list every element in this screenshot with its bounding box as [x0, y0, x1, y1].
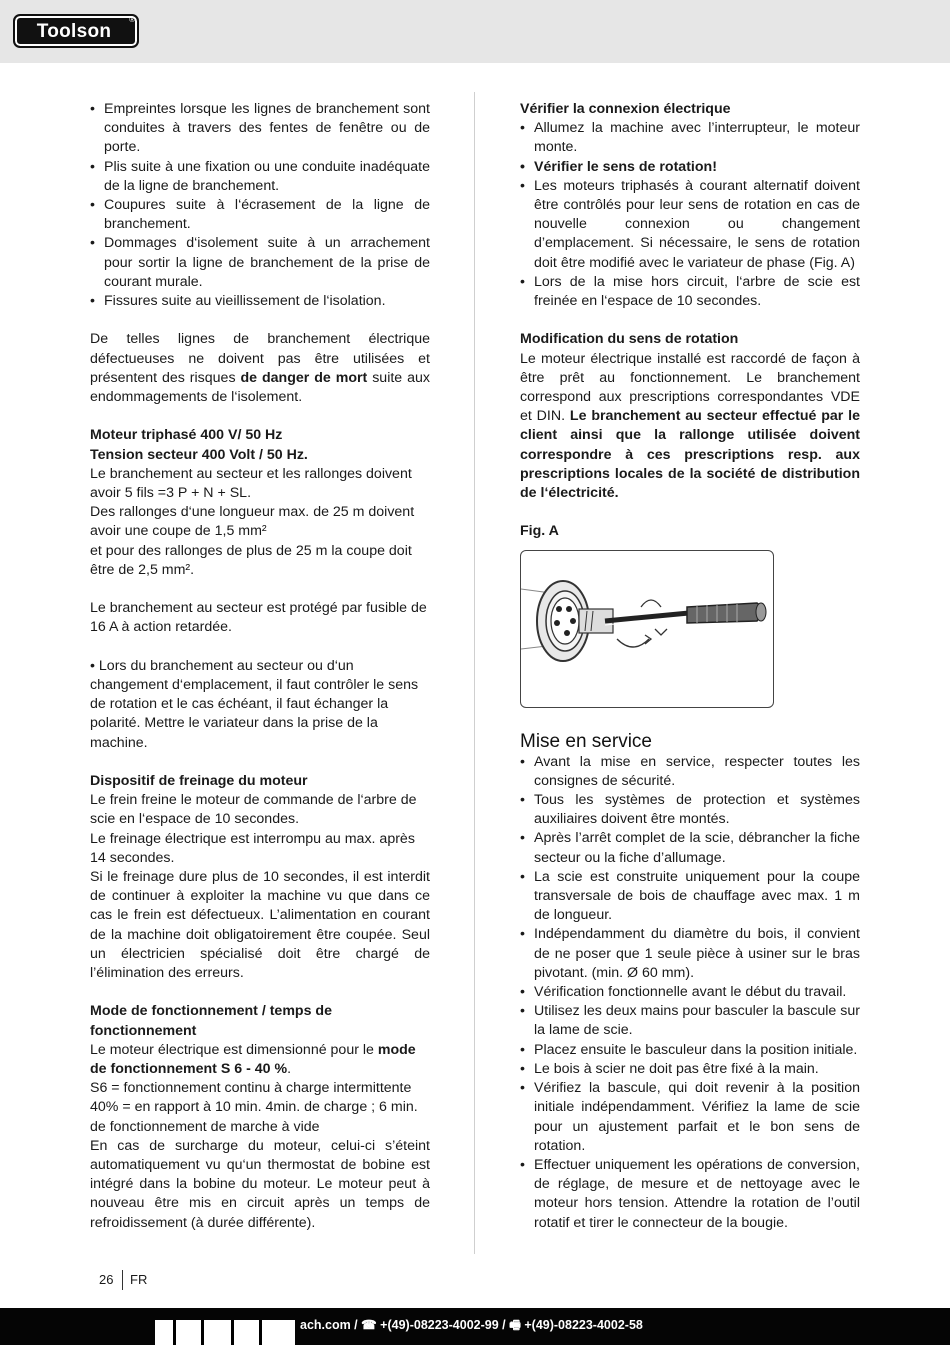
- text: Le moteur électrique est dimensionné pour le: [90, 1041, 378, 1058]
- rotation-heading: Modification du sens de rotation: [520, 331, 739, 348]
- damage-list: [90, 100, 430, 311]
- list-item: • Effectuer uniquement les opérations de conversion, de réglage, de mesure et de nettoyage avec le moteur hors tension. Attendre la rotation de l’outil rotatif et tirer le connecteur de la bougie.: [520, 1156, 860, 1233]
- motor-text: et pour des rallonges de plus de 25 m la coupe doit être de 2,5 mm².: [90, 542, 412, 578]
- list-item: • La scie est construite uniquement pour la coupe transversale de bois de chauffage avec max. 1 m de longueur.: [520, 868, 860, 926]
- column-divider: [474, 92, 475, 1254]
- list-item: • Empreintes lorsque les lignes de branchement sont conduites à travers des fentes de fenêtre ou de porte.: [90, 100, 430, 158]
- mode-heading: Mode de fonctionnement / temps de fonctionnement: [90, 1003, 332, 1039]
- list-item: • Les moteurs triphasés à courant alternatif doivent être contrôlés pour leur sens de rotation en cas de nouvelle connexion ou changement d’emplacement. Si nécessaire, le sens de rotation doit être modifié avec le variateur de phase (Fig. A): [520, 177, 860, 273]
- list-item: • Dommages d‘isolement suite à un arrachement pour sortir la ligne de branchement de la prise de courant murale.: [90, 234, 430, 292]
- list-item: • Coupures suite à l‘écrasement de la ligne de branchement.: [90, 196, 430, 234]
- right-column: [520, 100, 860, 1233]
- motor-text: Le branchement au secteur et les rallonges doivent avoir 5 fils =3 P + N + SL.: [90, 465, 412, 502]
- motor-heading-1: Moteur triphasé 400 V/ 50 Hz: [90, 427, 283, 444]
- list-item: • Utilisez les deux mains pour basculer la bascule sur la lame de scie.: [520, 1002, 860, 1040]
- registered-mark: ®: [129, 15, 135, 24]
- text: Le moteur électrique installé est raccordé de façon à être prêt au fonctionnement. Le branchement correspond aux prescriptions correspondantes VDE et DIN.: [520, 350, 860, 425]
- list-item: • Après l’arrêt complet de la scie, débrancher la fiche secteur ou la fiche d’allumage.: [520, 829, 860, 867]
- rotation-emphasis: Le branchement au secteur effectué par le client ainsi que la rallonge utilisée doivent correspondre à ces prescriptions resp. aux prescriptions locales de la société de distribution de l‘électricité.: [520, 408, 861, 502]
- list-item: • Avant la mise en service, respecter toutes les consignes de sécurité.: [520, 753, 860, 791]
- toolson-logo: [13, 14, 139, 48]
- footer-contact: ach.com / ☎ +(49)-08223-4002-99 / 🖷 +(49)-08223-4002-58: [300, 1318, 643, 1332]
- defective-lines-paragraph: [90, 330, 430, 407]
- verify-heading: Vérifier la connexion électrique: [520, 101, 731, 117]
- list-item: • Tous les systèmes de protection et systèmes auxiliaires doivent être montés.: [520, 791, 860, 829]
- plug-screwdriver-drawing: [521, 551, 773, 707]
- mode-paragraph: [90, 1041, 430, 1079]
- list-item: • Placez ensuite le basculeur dans la position initiale.: [520, 1041, 860, 1060]
- mode-text: S6 = fonctionnement continu à charge intermittente: [90, 1080, 412, 1097]
- header-band: [0, 0, 950, 63]
- list-item: • Allumez la machine avec l’interrupteur, le moteur monte.: [520, 119, 860, 157]
- brake-text: Le frein freine le moteur de commande de l‘arbre de scie en l‘espace de 10 secondes.: [90, 792, 417, 828]
- list-item: • Vérifier le sens de rotation!: [520, 158, 860, 177]
- text: De telles lignes de branchement électrique défectueuses ne doivent pas être utilisées et présentent des risques: [90, 331, 430, 386]
- figure-label: Fig. A: [520, 523, 559, 540]
- footer-overlay-block: [155, 1320, 295, 1345]
- left-column: [90, 100, 430, 1233]
- language-code: FR: [130, 1272, 148, 1287]
- logo-text: Toolson: [36, 21, 112, 42]
- motor-text: Des rallonges d‘une longueur max. de 25 m doivent avoir une coupe de 1,5 mm²: [90, 504, 415, 540]
- list-item: • Fissures suite au vieillissement de l‘isolation.: [90, 292, 430, 311]
- list-item: • Lors de la mise hors circuit, l‘arbre de scie est freinée en l‘espace de 10 secondes.: [520, 273, 860, 311]
- connection-paragraph: • Lors du branchement au secteur ou d‘un changement d‘emplacement, il faut contrôler le sens de rotation et le cas échéant, il faut échanger la polarité. Mettre le variateur dans la prise de la machine.: [90, 657, 419, 751]
- text: .: [287, 1061, 292, 1078]
- page-number-separator: [122, 1270, 123, 1290]
- motor-heading-2: Tension secteur 400 Volt / 50 Hz.: [90, 446, 308, 463]
- verify-list: [520, 119, 860, 311]
- list-item: • Le bois à scier ne doit pas être fixé à la main.: [520, 1060, 860, 1079]
- mode-text: 40% = en rapport à 10 min. 4min. de charge ; 6 min. de fonctionnement de marche à vide: [90, 1099, 418, 1135]
- list-item: • Plis suite à une fixation ou une conduite inadéquate de la ligne de branchement.: [90, 158, 430, 196]
- mise-en-service-list: [520, 753, 860, 1233]
- list-item: • Vérification fonctionnelle avant le début du travail.: [520, 983, 860, 1002]
- mode-emphasis: mode de fonctionnement S 6 - 40 %: [90, 1041, 416, 1078]
- figure-a-plug-illustration: [520, 550, 774, 708]
- list-item: • Indépendamment du diamètre du bois, il convient de ne poser que 1 seule pièce à usiner sur le bras pivotant. (min. Ø 60 mm).: [520, 925, 860, 983]
- page-number: 26: [99, 1272, 114, 1287]
- danger-emphasis: de danger de mort: [240, 369, 368, 386]
- mode-text: En cas de surcharge du moteur, celui-ci s’éteint automatiquement vu qu‘un thermostat de bobine est intégré dans la bobine du moteur. Le moteur peut à nouveau être mis en circuit après un temps de refroidissement (à durée différente).: [90, 1137, 430, 1231]
- brake-heading: Dispositif de freinage du moteur: [90, 773, 308, 790]
- brake-text: Si le freinage dure plus de 10 secondes, il est interdit de continuer à exploiter la machine vu que dans ce cas le frein est défectueux. L’alimentation en courant de la machine doit obligatoirement être coupée. Seul un électricien spécialisé doit être chargé de l’élimination des erreurs.: [90, 869, 430, 982]
- brake-text: Le freinage électrique est interrompu au max. après 14 secondes.: [90, 830, 415, 866]
- text: suite aux endommagements de l‘isolement.: [90, 369, 430, 406]
- list-item: • Vérifiez la bascule, qui doit revenir à la position initiale indépendamment. Vérifiez la lame de scie pour un ajustement parfait et le bon sens de rotation.: [520, 1079, 860, 1156]
- mise-en-service-heading: Mise en service: [520, 730, 652, 752]
- fuse-paragraph: Le branchement au secteur est protégé par fusible de 16 A à action retardée.: [90, 600, 427, 636]
- rotation-paragraph: [520, 350, 860, 504]
